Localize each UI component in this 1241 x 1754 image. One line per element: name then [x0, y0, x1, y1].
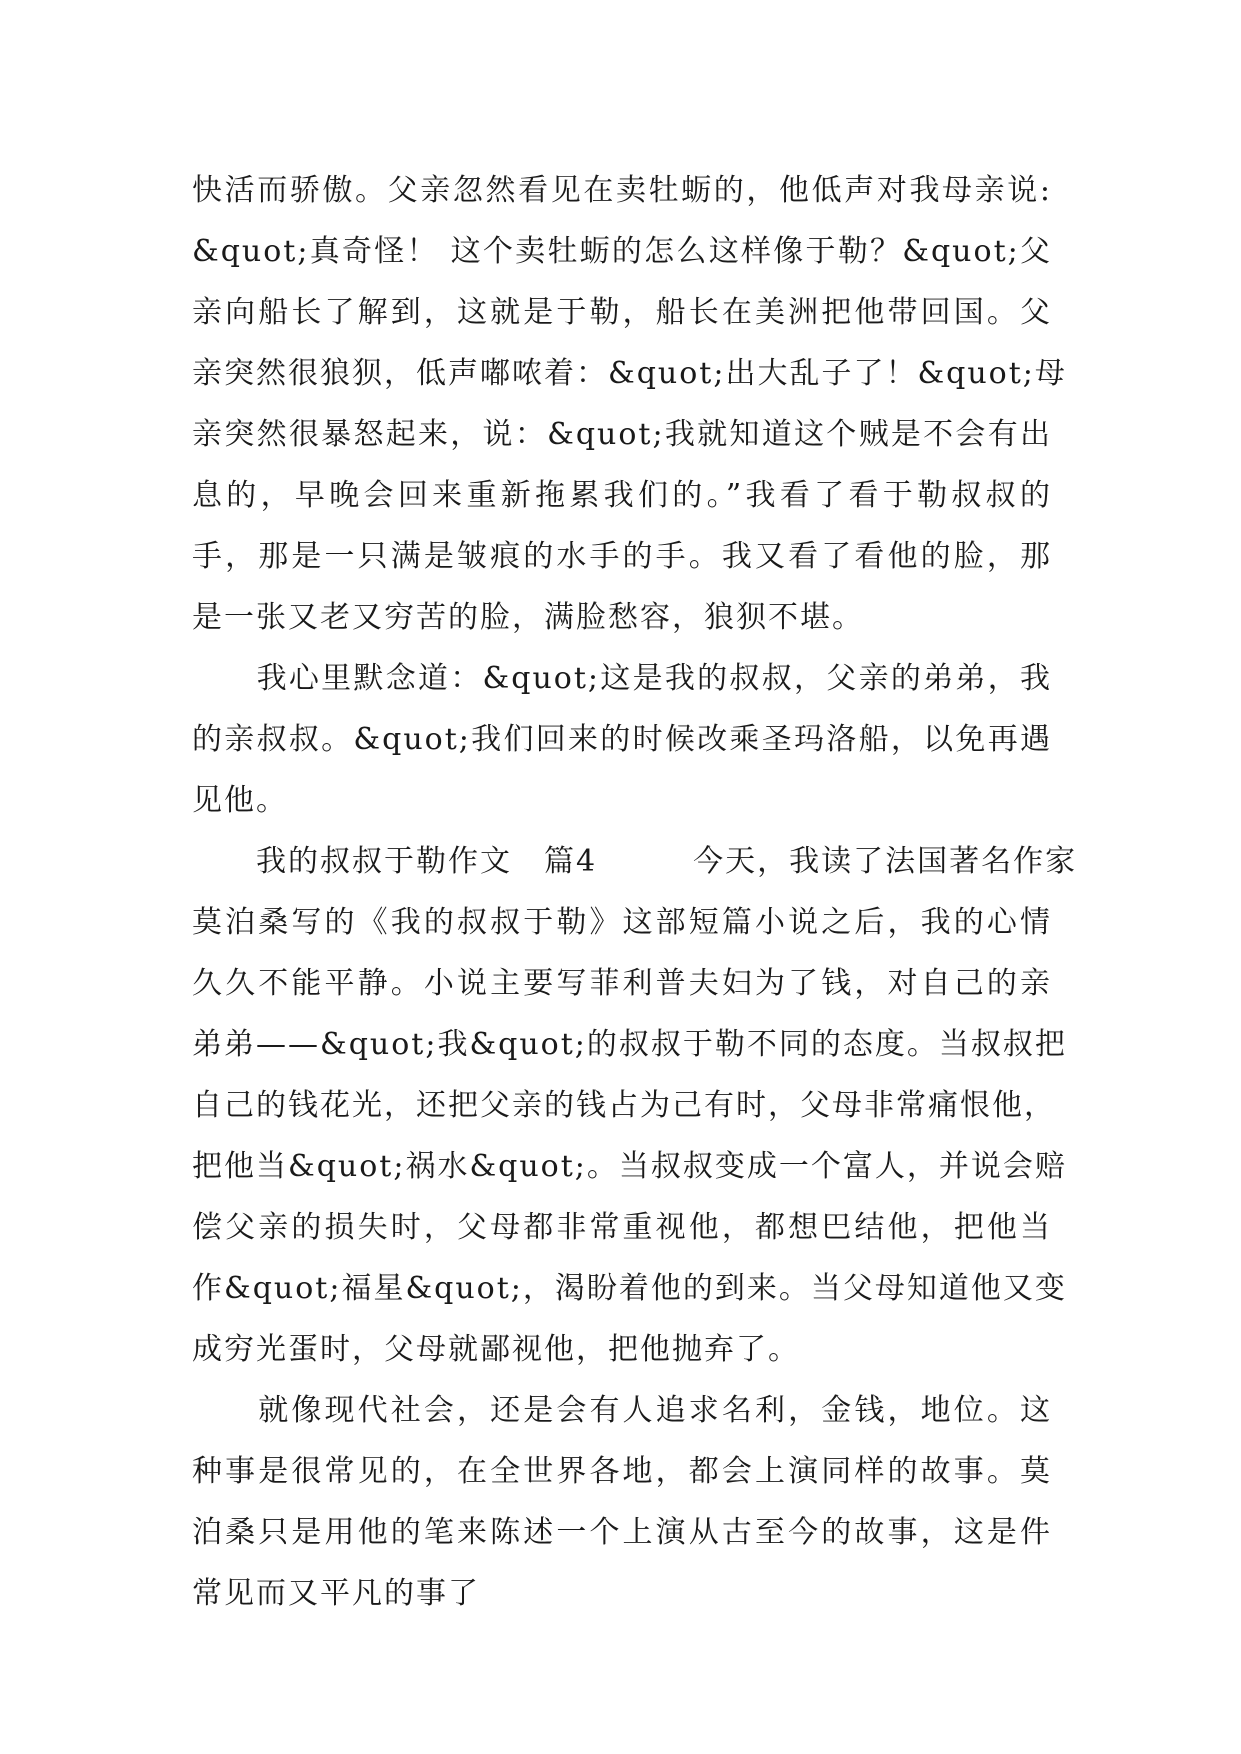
text-line: 息的，早晚会回来重新拖累我们的。”我看了看于勒叔叔的 [192, 478, 1052, 513]
text-line: 把他当&quot;祸水&quot;。当叔叔变成一个富人，并说会赔 [192, 1149, 1067, 1184]
text-line: 弟弟——&quot;我&quot;的叔叔于勒不同的态度。当叔叔把 [192, 1027, 1067, 1062]
text-line: 就像现代社会，还是会有人追求名利，金钱，地位。这 [192, 1393, 1052, 1428]
text-line: 手，那是一只满是皱痕的水手的手。我又看了看他的脸，那 [192, 539, 1052, 574]
text-line: 种事是很常见的，在全世界各地，都会上演同样的故事。莫 [192, 1454, 1052, 1489]
text-line: 的亲叔叔。&quot;我们回来的时候改乘圣玛洛船，以免再遇 [192, 722, 1052, 757]
text-line: 见他。 [192, 783, 288, 818]
text-line: 久久不能平静。小说主要写菲利普夫妇为了钱，对自己的亲 [192, 966, 1052, 1001]
paragraph-4 [192, 1380, 1052, 1624]
paragraph-1 [192, 160, 1067, 648]
text-line: 作&quot;福星&quot;，渴盼着他的到来。当父母知道他又变 [192, 1271, 1067, 1306]
text-line: 是一张又老又穷苦的脸，满脸愁容，狼狈不堪。 [192, 600, 864, 635]
text-line: 我心里默念道：&quot;这是我的叔叔，父亲的弟弟，我 [192, 661, 1052, 696]
text-line: 偿父亲的损失时，父母都非常重视他，都想巴结他，把他当 [192, 1210, 1052, 1245]
document-body [192, 160, 1078, 1624]
text-line: 莫泊桑写的《我的叔叔于勒》这部短篇小说之后，我的心情 [192, 905, 1052, 940]
text-line: 快活而骄傲。父亲忽然看见在卖牡蛎的，他低声对我母亲说: [192, 173, 1052, 208]
text-line: 泊桑只是用他的笔来陈述一个上演从古至今的故事，这是件 [192, 1515, 1052, 1550]
paragraph-3 [192, 831, 1078, 1380]
text-line: 我的叔叔于勒作文 篇4 今天，我读了法国著名作家 [192, 844, 1078, 879]
text-line: 亲向船长了解到，这就是于勒，船长在美洲把他带回国。父 [192, 295, 1052, 330]
text-line: &quot;真奇怪！ 这个卖牡蛎的怎么这样像于勒？&quot;父 [192, 234, 1052, 269]
text-line: 亲突然很狼狈，低声嘟哝着：&quot;出大乱子了！&quot;母 [192, 356, 1067, 391]
paragraph-2 [192, 648, 1052, 831]
text-line: 亲突然很暴怒起来，说：&quot;我就知道这个贼是不会有出 [192, 417, 1052, 452]
text-line: 常见而又平凡的事了 [192, 1576, 480, 1611]
text-line: 成穷光蛋时，父母就鄙视他，把他抛弃了。 [192, 1332, 800, 1367]
text-line: 自己的钱花光，还把父亲的钱占为己有时，父母非常痛恨他， [192, 1088, 1056, 1123]
